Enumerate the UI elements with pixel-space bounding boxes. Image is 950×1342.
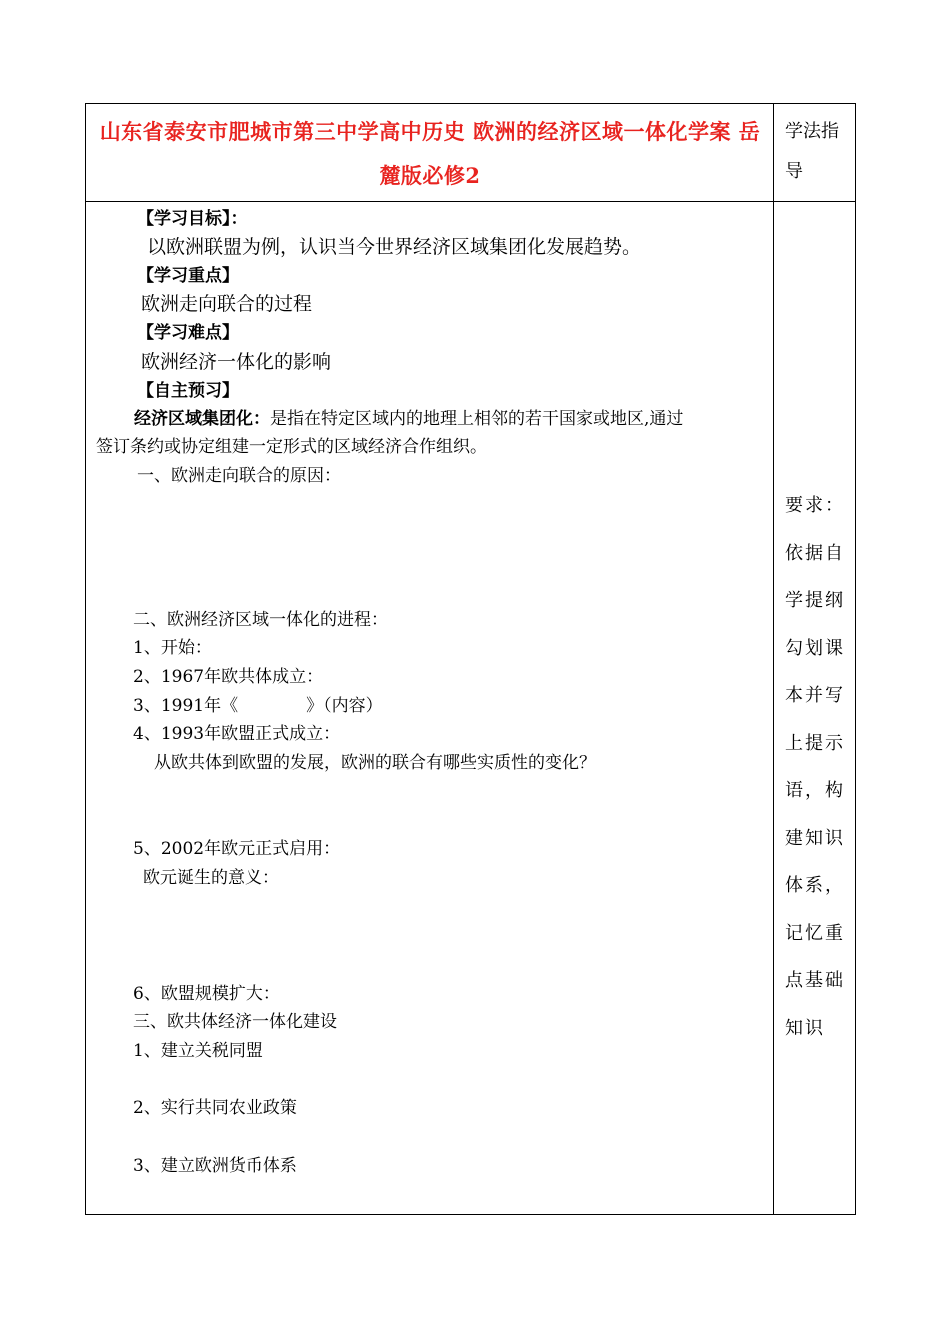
euro-meaning: 欧元诞生的意义： xyxy=(143,868,279,888)
definition-line-2: 签订条约或协定组建一定形式的区域经济合作组织。 xyxy=(96,437,487,457)
outline-question: 从欧共体到欧盟的发展，欧洲的联合有哪些实质性的变化？ xyxy=(154,753,596,773)
study-method-header: 学法指导 xyxy=(785,121,839,182)
outline-item5: 5、2002年欧元正式启用： xyxy=(133,839,341,859)
outline-sub3: 3、建立欧洲货币体系 xyxy=(133,1156,297,1176)
outline-item4: 4、1993年欧盟正式成立： xyxy=(133,724,341,744)
outline-sub1: 1、建立关税同盟 xyxy=(133,1041,263,1061)
definition-line-1 xyxy=(134,408,683,430)
outline-part2: 二、欧洲经济区域一体化的进程： xyxy=(133,610,388,630)
outline-item1: 1、开始： xyxy=(133,638,212,658)
study-method-note: 要求：依据自学提纲勾划课本并写上提示语，构建知识体系，记忆重点基础知识 xyxy=(785,495,845,1039)
document-title: 山东省泰安市肥城市第三中学高中历史 欧洲的经济区域一体化学案 岳麓版必修2 xyxy=(99,119,761,188)
goal-text: 以欧洲联盟为例，认识当今世界经济区域集团化发展趋势。 xyxy=(147,236,642,258)
definition-term: 经济区域集团化： xyxy=(134,409,270,429)
definition-text: 是指在特定区域内的地理上相邻的若干国家或地区,通过 xyxy=(270,409,684,429)
difficulty-heading: 【学习难点】 xyxy=(137,323,239,343)
difficulty-text: 欧洲经济一体化的影响 xyxy=(141,351,332,373)
focus-text: 欧洲走向联合的过程 xyxy=(141,293,313,315)
header-row-divider xyxy=(85,201,856,202)
goal-heading: 【学习目标】： xyxy=(137,209,248,229)
outline-sub2: 2、实行共同农业政策 xyxy=(133,1098,297,1118)
preview-heading: 【自主预习】 xyxy=(137,381,239,401)
outline-item3: 3、1991年《 》（内容） xyxy=(133,696,383,716)
outline-part1: 一、欧洲走向联合的原因： xyxy=(137,466,341,486)
focus-heading: 【学习重点】 xyxy=(137,266,239,286)
outline-part3: 三、欧共体经济一体化建设 xyxy=(133,1012,337,1032)
column-divider xyxy=(773,103,774,1215)
outline-item6: 6、欧盟规模扩大： xyxy=(133,984,280,1004)
outline-item2: 2、1967年欧共体成立： xyxy=(133,667,324,687)
